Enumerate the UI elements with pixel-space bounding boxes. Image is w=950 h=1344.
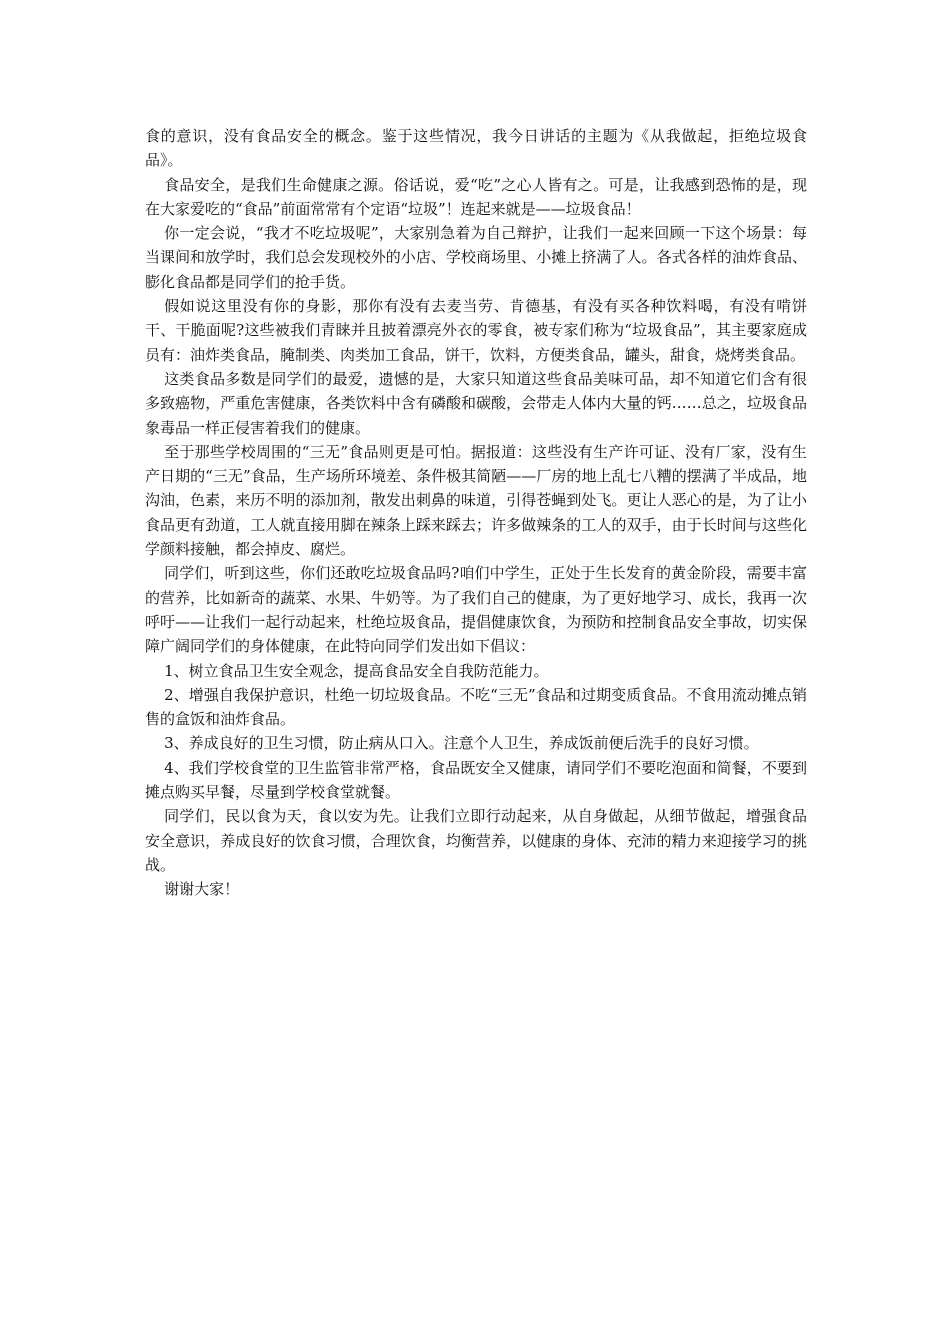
paragraph-call-to-action: 同学们，听到这些，你们还敢吃垃圾食品吗?咱们中学生，正处于生长发育的黄金阶段，需要丰富的营养，比如新奇的蔬菜、水果、牛奶等。为了我们自己的健康，为了更好地学习、成长，我再一次呼吁——让我们一起行动起来，杜绝垃圾食品，提倡健康饮食，为预防和控制食品安全事故，切实保障广阔同学们的身体健康，在此特向同学们发出如下倡议： [145,564,807,656]
proposal-item-4: 4、我们学校食堂的卫生监管非常严格，食品既安全又健康，请同学们不要吃泡面和简餐，不要到摊点购买早餐，尽量到学校食堂就餐。 [145,758,807,802]
paragraph-scene: 你一定会说，“我才不吃垃圾呢”，大家别急着为自己辩护，让我们一起来回顾一下这个场景：每当课间和放学时，我们总会发现校外的小店、学校商场里、小摊上挤满了人。各式各样的油炸食品、膨化食品都是同学们的抢手货。 [145,224,807,291]
document-page [145,124,807,902]
paragraph-health-harm: 这类食品多数是同学们的最爱，遗憾的是，大家只知道这些食品美味可品，却不知道它们含有很多致癌物，严重危害健康，各类饮料中含有磷酸和碳酸，会带走人体内大量的钙……总之，垃圾食品象毒品一样正侵害着我们的健康。 [145,369,807,437]
proposal-item-1: 1、树立食品卫生安全观念，提高食品安全自我防范能力。 [164,661,549,680]
paragraph-conclusion: 同学们，民以食为天，食以安为先。让我们立即行动起来，从自身做起，从细节做起，增强食品安全意识，养成良好的饮食习惯，合理饮食，均衡营养，以健康的身体、充沛的精力来迎接学习的挑战。 [145,807,807,874]
paragraph-junk-food-types: 假如说这里没有你的身影，那你有没有去麦当劳、肯德基，有没有买各种饮料喝，有没有啃饼干、干脆面呢?这些被我们青睐并且披着漂亮外衣的零食，被专家们称为“垃圾食品”，其主要家庭成员有：油炸类食品，腌制类、肉类加工食品，饼干，饮料，方便类食品，罐头，甜食，烧烤类食品。 [145,297,807,364]
proposal-item-2: 2、增强自我保护意识，杜绝一切垃圾食品。不吃“三无”食品和过期变质食品。不食用流动摊点销售的盒饭和油炸食品。 [145,685,807,729]
paragraph-continuation: 食的意识，没有食品安全的概念。鉴于这些情况，我今日讲话的主题为《从我做起，拒绝垃圾食品》。 [145,127,807,170]
paragraph-food-safety: 食品安全，是我们生命健康之源。俗话说，爱“吃”之心人皆有之。可是，让我感到恐怖的是，现在大家爱吃的“食品”前面常常有个定语“垃圾”！连起来就是——垃圾食品！ [145,175,807,218]
paragraph-three-no-food: 至于那些学校周围的“三无”食品则更是可怕。据报道：这些没有生产许可证、没有厂家，没有生产日期的“三无”食品，生产场所环境差、条件极其简陋——厂房的地上乱七八糟的摆满了半成品，地沟油，色素，来历不明的添加剂，散发出刺鼻的味道，引得苍蝇到处飞。更让人恶心的是，为了让小食品更有劲道，工人就直接用脚在辣条上踩来踩去；许多做辣条的工人的双手，由于长时间与这些化学颜料接触，都会掉皮、腐烂。 [145,442,807,559]
proposal-item-3: 3、养成良好的卫生习惯，防止病从口入。注意个人卫生，养成饭前便后洗手的良好习惯。 [164,734,759,753]
closing-thanks: 谢谢大家！ [164,880,240,899]
